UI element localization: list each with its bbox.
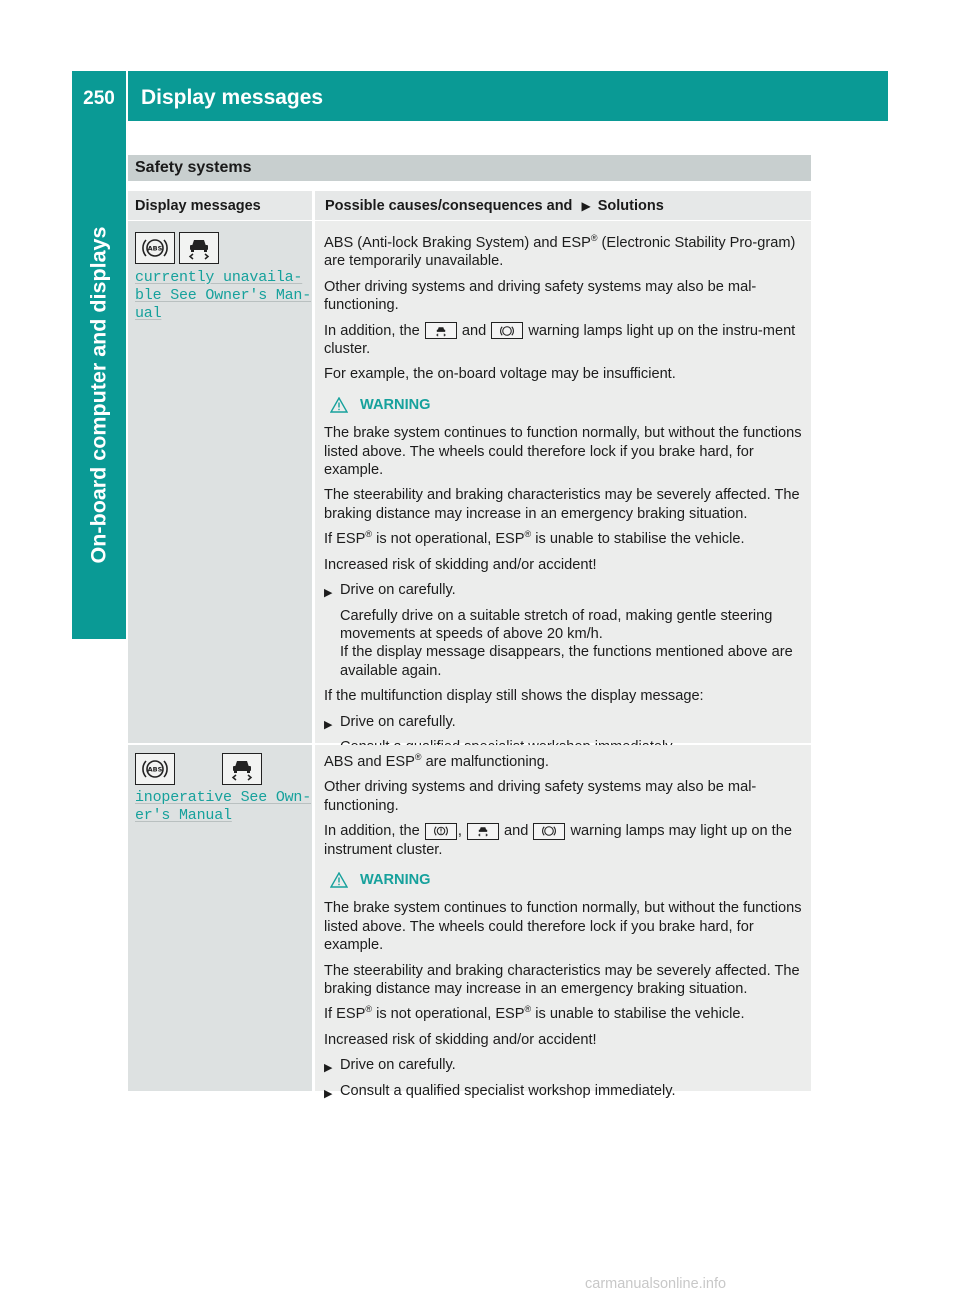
column-header-causes: Possible causes/consequences and ▶ Solutions — [315, 191, 811, 220]
table-row-1-message — [128, 221, 312, 743]
abs-icon — [135, 232, 175, 264]
brake-warning-icon — [425, 823, 457, 840]
arrow-icon: ▶ — [324, 1087, 333, 1100]
esp-skid-icon — [222, 753, 262, 785]
warning-heading: WARNING — [330, 396, 805, 414]
esp-skid-icon — [179, 232, 219, 264]
column-header-messages: Display messages — [128, 191, 312, 220]
section-title: Safety systems — [128, 155, 811, 181]
table-row-1-causes: ABS (Anti-lock Braking System) and ESP® (Electronic Stability Pro-gram) are temporarily unavailable. Other driving systems and driving safety systems may also be mal-functioning. In addition, the and warning lamps light up on the instru-ment cluster. For example, the on-board voltage may be insufficient. WARNING The brake system continues to function normally, but without the functions listed above. The wheels could therefore lock if you brake hard, for example. The steerability and braking characteristics may be severely affected. The braking distance may increase in an emergency braking situation. If ESP® is not operational, ESP® is unable to stabilise the vehicle. Increased risk of skidding and/or accident! ▶ Drive on carefully. Carefully drive on a suitable stretch of road, making gentle steering movements at speeds of above 20 km/h. If the display message disappears, the functions mentioned above are available again. If the multifunction display still shows the display message: ▶ Drive on carefully. — [315, 221, 811, 743]
step-item: ▶ Consult a qualified specialist workshop immediately. — [324, 1082, 805, 1103]
page-title: Display messages — [128, 71, 888, 121]
arrow-icon: ▶ — [324, 1062, 333, 1075]
step-item: ▶ Drive on carefully. — [324, 713, 805, 734]
svg-text:ABS: ABS — [147, 244, 163, 253]
warning-triangle-icon — [330, 397, 348, 413]
warning-heading: WARNING — [330, 871, 805, 889]
arrow-icon: ▶ — [581, 199, 591, 213]
display-message-1: currently unavaila‐ ble See Owner's Man‐ ual — [135, 269, 312, 322]
table-row-2-causes: ABS and ESP® are malfunctioning. Other driving systems and driving safety systems may also be mal-functioning. In addition, the , and warning lamps may light up on the instrument cluster. WARNING The brake system continues to function normally, but without the functions listed above. The wheels could therefore lock if you brake hard, for example. The steerability and braking characteristics may be severely affected. The braking distance may increase in an emergency braking situation. If ESP® is not operational, ESP® is unable to stabilise the vehicle. Increased risk of skidding and/or accident! ▶ Drive on carefully. ▶ Consult a qualified specialist workshop immediately. — [315, 745, 811, 1091]
side-tab-label: On-board computer and displays — [86, 226, 111, 564]
arrow-icon: ▶ — [324, 718, 333, 731]
abs-icon — [533, 823, 565, 840]
esp-skid-icon — [425, 322, 457, 339]
table-row-2-message — [128, 745, 312, 1091]
watermark: carmanualsonline.info — [585, 1276, 727, 1292]
step-item: ▶ Drive on carefully. — [324, 581, 805, 602]
svg-text:ABS: ABS — [147, 765, 163, 774]
step-item: ▶ Drive on carefully. — [324, 1056, 805, 1077]
esp-skid-icon — [467, 823, 499, 840]
display-message-2: inoperative See Own‐ er's Manual — [135, 789, 312, 824]
arrow-icon: ▶ — [324, 587, 333, 600]
page-number: 250 — [72, 71, 126, 121]
abs-icon — [135, 753, 175, 785]
abs-icon — [491, 322, 523, 339]
warning-triangle-icon — [330, 872, 348, 888]
